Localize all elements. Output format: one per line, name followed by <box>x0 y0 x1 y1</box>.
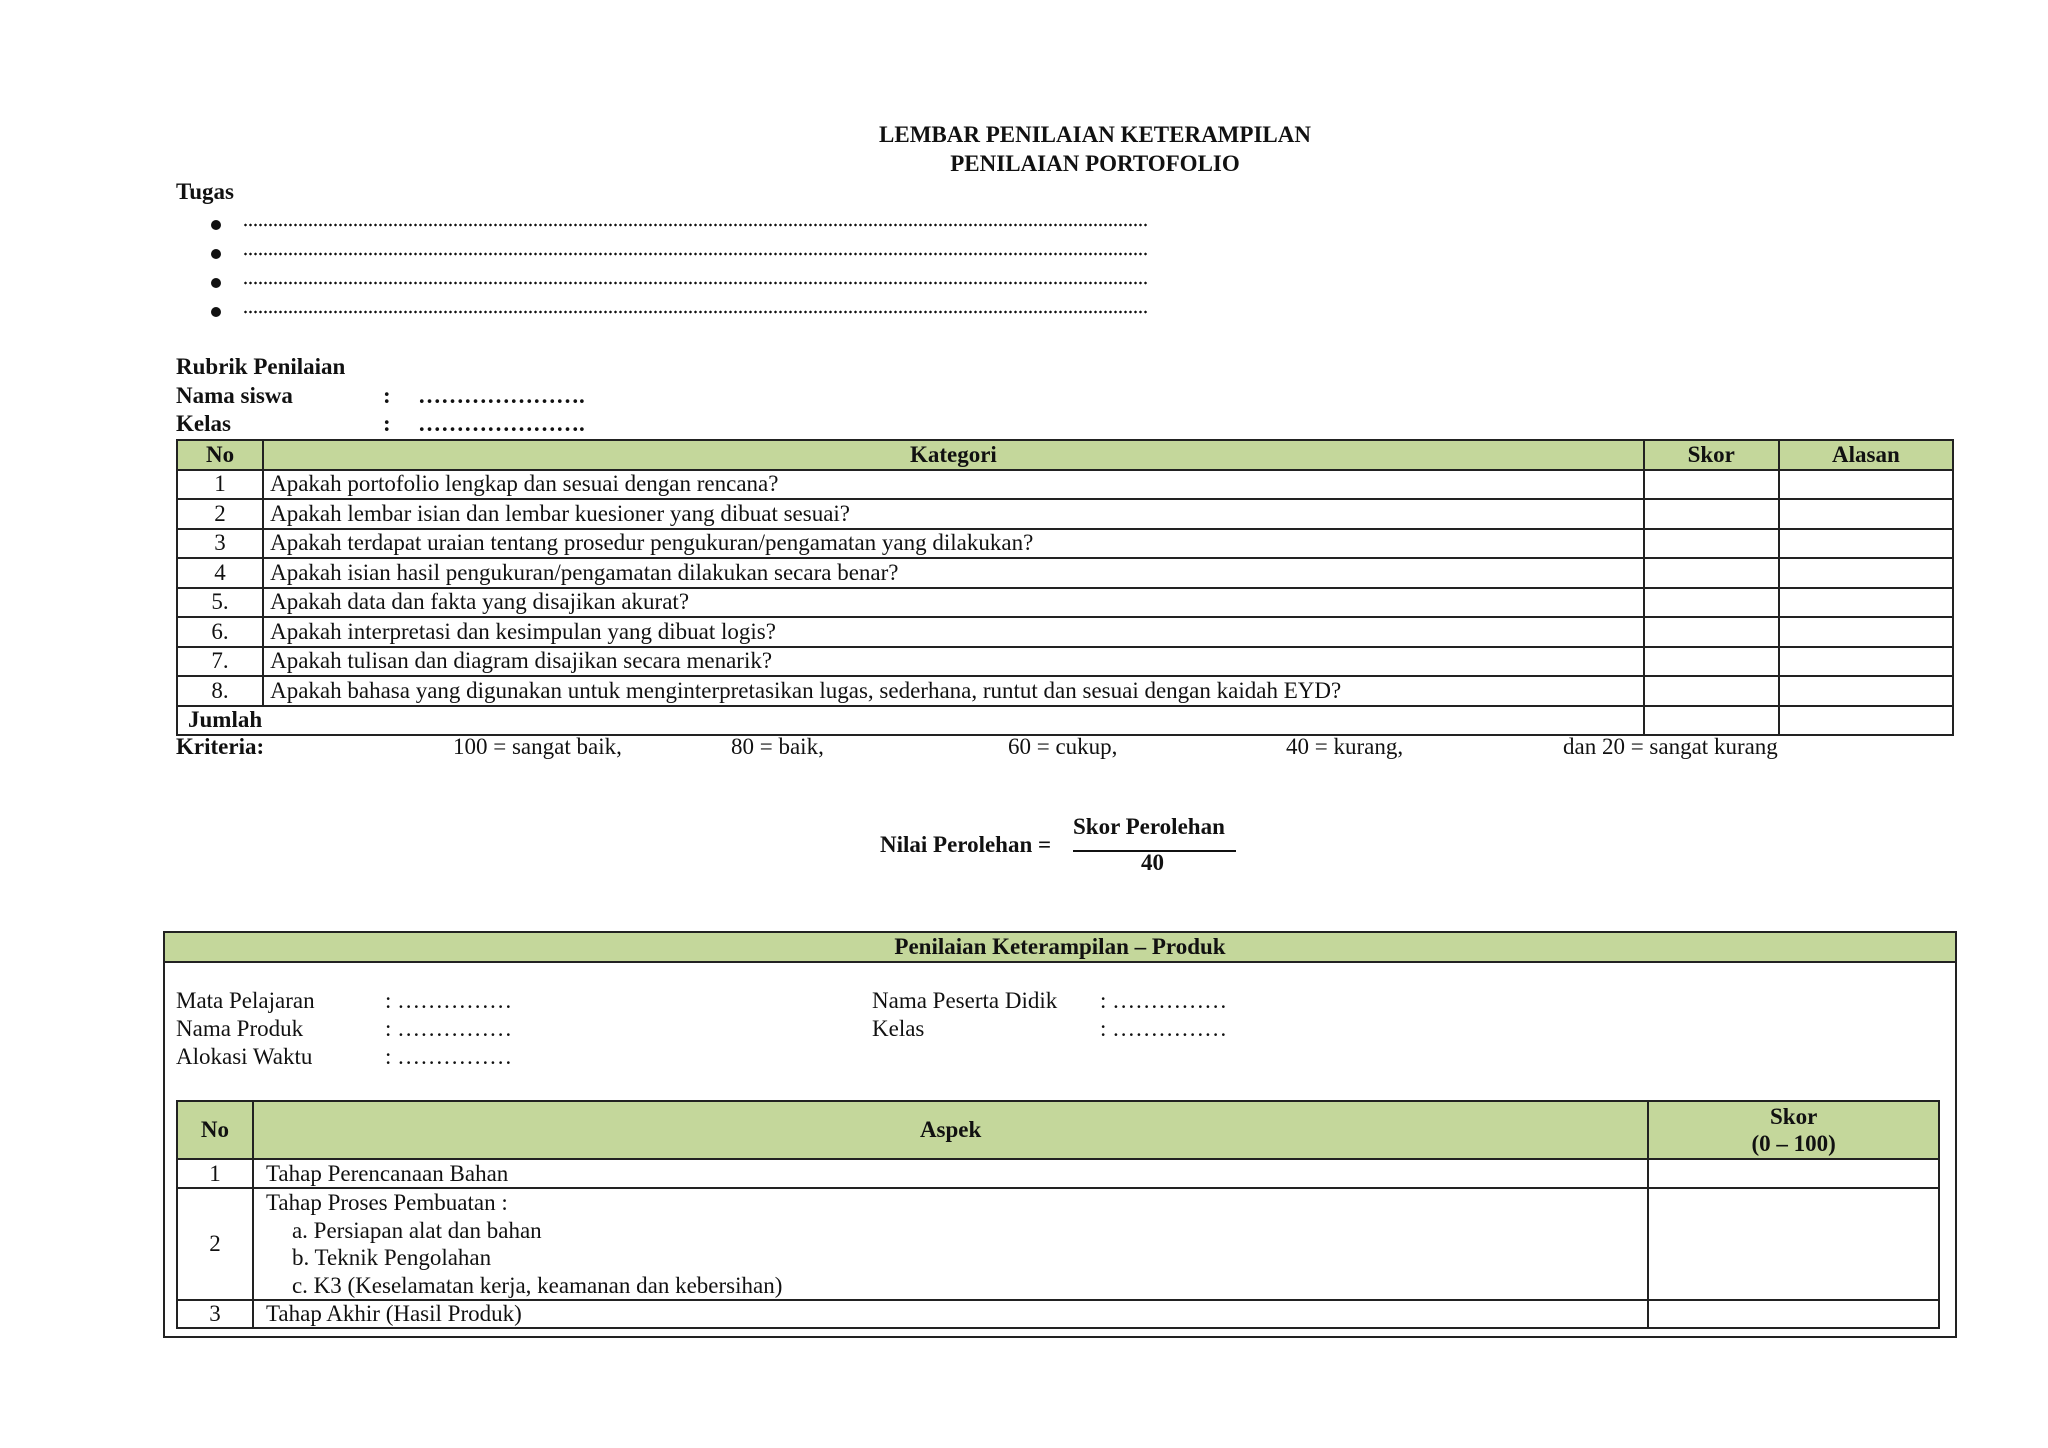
jumlah-alasan-cell[interactable] <box>1779 706 1953 736</box>
row-aspek-subitem: c. K3 (Keselamatan kerja, keamanan dan kebersihan) <box>291 1272 783 1298</box>
kriteria-item: 100 = sangat baik, <box>453 734 622 759</box>
table-row <box>177 558 1953 588</box>
bullet-icon <box>211 249 221 259</box>
kriteria-item: 80 = baik, <box>731 734 824 759</box>
kriteria-item: dan 20 = sangat kurang <box>1563 734 1778 759</box>
row-aspek-subitem: b. Teknik Pengolahan <box>291 1245 492 1270</box>
row-no: 6. <box>177 617 263 647</box>
row-alasan-cell[interactable] <box>1779 529 1953 559</box>
row-alasan-cell[interactable] <box>1779 470 1953 500</box>
row-no: 8. <box>177 676 263 706</box>
bullet-icon <box>211 220 221 230</box>
row-alasan-cell[interactable] <box>1779 588 1953 618</box>
row-kategori: Apakah tulisan dan diagram disajikan secara menarik? <box>263 647 1644 677</box>
row-skor-cell[interactable] <box>1644 558 1779 588</box>
alokasi-waktu-label: Alokasi Waktu <box>176 1044 313 1069</box>
row-no: 4 <box>177 558 263 588</box>
rubrik-table <box>176 439 1954 736</box>
mata-pelajaran-value[interactable]: : …………… <box>385 988 513 1013</box>
row-no: 2 <box>177 499 263 529</box>
tugas-item <box>211 269 1147 297</box>
formula-lhs: Nilai Perolehan = <box>880 832 1052 857</box>
row-no: 7. <box>177 647 263 677</box>
kelas-label: Kelas <box>176 411 231 436</box>
document-subtitle: PENILAIAN PORTOFOLIO <box>950 151 1240 176</box>
row-skor-cell[interactable] <box>1644 470 1779 500</box>
jumlah-label: Jumlah <box>177 706 1644 736</box>
kelas-value[interactable]: …………………. <box>418 411 585 436</box>
kelas-produk-label: Kelas <box>872 1016 925 1041</box>
document-title: LEMBAR PENILAIAN KETERAMPILAN <box>879 122 1311 147</box>
row-kategori: Apakah data dan fakta yang disajikan akurat? <box>263 588 1644 618</box>
col-skor-line2: (0 – 100) <box>1751 1131 1836 1156</box>
col-no: No <box>177 1101 253 1159</box>
row-skor-cell[interactable] <box>1644 647 1779 677</box>
tugas-label: Tugas <box>176 179 234 204</box>
bullet-icon <box>211 307 221 317</box>
row-no: 1 <box>177 470 263 500</box>
alokasi-waktu-value[interactable]: : …………… <box>385 1044 513 1069</box>
table-row <box>177 617 1953 647</box>
jumlah-skor-cell[interactable] <box>1644 706 1779 736</box>
kelas-produk-value[interactable]: : …………… <box>1100 1016 1228 1041</box>
table-row <box>177 1300 1939 1328</box>
row-alasan-cell[interactable] <box>1779 617 1953 647</box>
table-row <box>177 470 1953 500</box>
tugas-item <box>211 211 1147 239</box>
row-no: 5. <box>177 588 263 618</box>
formula-numerator: Skor Perolehan <box>1073 814 1225 839</box>
row-kategori: Apakah bahasa yang digunakan untuk menginterpretasikan lugas, sederhana, runtut dan sesuai dengan kaidah EYD? <box>263 676 1644 706</box>
rubrik-label: Rubrik Penilaian <box>176 354 346 379</box>
row-skor-cell[interactable] <box>1644 499 1779 529</box>
nama-siswa-label: Nama siswa <box>176 383 293 408</box>
mata-pelajaran-label: Mata Pelajaran <box>176 988 315 1013</box>
col-skor <box>1648 1101 1939 1159</box>
tugas-item <box>211 298 1147 326</box>
table-row <box>177 1188 1939 1300</box>
row-aspek: Tahap Akhir (Hasil Produk) <box>253 1300 1648 1328</box>
nama-peserta-didik-label: Nama Peserta Didik <box>872 988 1058 1013</box>
row-skor-cell[interactable] <box>1648 1159 1939 1188</box>
col-alasan: Alasan <box>1779 440 1953 470</box>
produk-table-header <box>177 1101 1939 1159</box>
row-skor-cell[interactable] <box>1644 588 1779 618</box>
row-aspek-title: Tahap Proses Pembuatan : <box>265 1190 508 1215</box>
row-alasan-cell[interactable] <box>1779 499 1953 529</box>
table-row <box>177 647 1953 677</box>
col-aspek: Aspek <box>253 1101 1648 1159</box>
row-kategori: Apakah portofolio lengkap dan sesuai dengan rencana? <box>263 470 1644 500</box>
table-row <box>177 529 1953 559</box>
table-row <box>177 588 1953 618</box>
row-kategori: Apakah interpretasi dan kesimpulan yang dibuat logis? <box>263 617 1644 647</box>
table-row <box>177 676 1953 706</box>
table-row <box>177 499 1953 529</box>
row-kategori: Apakah isian hasil pengukuran/pengamatan dilakukan secara benar? <box>263 558 1644 588</box>
row-alasan-cell[interactable] <box>1779 558 1953 588</box>
bullet-icon <box>211 278 221 288</box>
row-kategori: Apakah terdapat uraian tentang prosedur pengukuran/pengamatan yang dilakukan? <box>263 529 1644 559</box>
row-aspek-subitem: a. Persiapan alat dan bahan <box>291 1217 542 1243</box>
col-kategori: Kategori <box>263 440 1644 470</box>
row-no: 3 <box>177 529 263 559</box>
table-row <box>177 1159 1939 1188</box>
formula-denominator: 40 <box>1141 850 1164 875</box>
row-skor-cell[interactable] <box>1644 617 1779 647</box>
row-skor-cell[interactable] <box>1644 529 1779 559</box>
row-no: 1 <box>177 1159 253 1188</box>
row-alasan-cell[interactable] <box>1779 647 1953 677</box>
tugas-item <box>211 240 1147 268</box>
row-no: 3 <box>177 1300 253 1328</box>
jumlah-row <box>177 706 1953 736</box>
row-aspek: Tahap Perencanaan Bahan <box>253 1159 1648 1188</box>
col-no: No <box>177 440 263 470</box>
row-skor-cell[interactable] <box>1644 676 1779 706</box>
nama-peserta-didik-value[interactable]: : …………… <box>1100 988 1228 1013</box>
nama-siswa-separator: : <box>383 383 391 408</box>
col-skor: Skor <box>1644 440 1779 470</box>
kriteria-item: 40 = kurang, <box>1286 734 1404 759</box>
rubrik-table-header <box>177 440 1953 470</box>
kelas-separator: : <box>383 411 391 436</box>
produk-title: Penilaian Keterampilan – Produk <box>165 933 1955 963</box>
kriteria-item: 60 = cukup, <box>1008 734 1118 759</box>
row-no: 2 <box>177 1188 253 1300</box>
produk-table <box>176 1100 1940 1329</box>
row-skor-cell[interactable] <box>1648 1188 1939 1300</box>
row-alasan-cell[interactable] <box>1779 676 1953 706</box>
kriteria-label: Kriteria: <box>176 734 265 759</box>
row-skor-cell[interactable] <box>1648 1300 1939 1328</box>
row-kategori: Apakah lembar isian dan lembar kuesioner yang dibuat sesuai? <box>263 499 1644 529</box>
nama-produk-value[interactable]: : …………… <box>385 1016 513 1041</box>
row-aspek <box>253 1188 1648 1300</box>
col-skor-line1: Skor <box>1770 1104 1818 1129</box>
nama-siswa-value[interactable]: …………………. <box>418 383 585 408</box>
nama-produk-label: Nama Produk <box>176 1016 304 1041</box>
produk-panel <box>163 931 1957 1338</box>
